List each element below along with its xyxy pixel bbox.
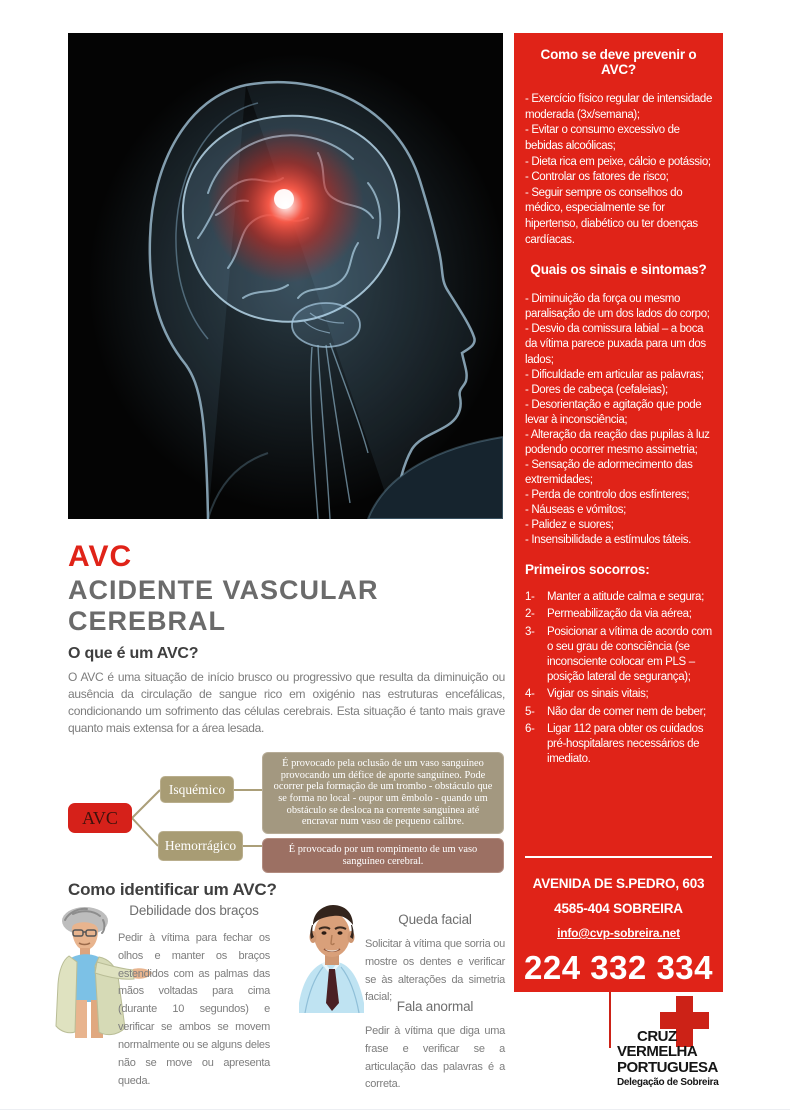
- first-aid-text: Vigiar os sinais vitais;: [547, 688, 649, 701]
- first-aid-number: 6-: [525, 722, 535, 735]
- prevention-item: - Seguir sempre os conselhos do médico, especialmente se for hipertenso, diabético ou ter doenças cardíacas.: [525, 186, 698, 246]
- diagram-node-ischemic: Isquémico: [160, 776, 234, 803]
- symptom-item: - Dores de cabeça (cefaleias);: [525, 383, 668, 396]
- prevention-heading: Como se deve prevenir o AVC?: [540, 47, 697, 77]
- first-aid-number: 2-: [525, 608, 535, 621]
- first-aid-number: 4-: [525, 688, 535, 701]
- symptoms-list: [525, 292, 712, 548]
- phone-number: 224 332 334: [523, 949, 713, 986]
- first-aid-item: [525, 722, 712, 768]
- symptom-item: - Diminuição da força ou mesmo paralisação de um dos lados do corpo;: [525, 293, 710, 321]
- symptom-item: - Alteração da reação das pupilas à luz podendo ocorrer mesmo assimetria;: [525, 428, 710, 456]
- contact-block: [514, 856, 723, 992]
- first-aid-text: Permeabilização da via aérea;: [547, 608, 692, 621]
- identify-item-text: Pedir à vítima que diga uma frase e verificar se a articulação das palavras é a correta.: [365, 1025, 505, 1091]
- first-aid-number: 5-: [525, 705, 535, 718]
- prevention-item: - Evitar o consumo excessivo de bebidas alcoólicas;: [525, 124, 680, 152]
- identify-heading: Como identificar um AVC?: [68, 880, 277, 899]
- first-aid-text: Posicionar a vítima de acordo com o seu grau de consciência (se inconsciente colocar em PLS – posição lateral de segurança);: [547, 625, 712, 684]
- symptom-item: - Náuseas e vómitos;: [525, 504, 627, 517]
- symptom-item: - Desvio da comissura labial – a boca da vítima parece puxada para um dos lados;: [525, 323, 706, 366]
- diagram-root-node: AVC: [68, 803, 132, 833]
- logo-vertical-line: [609, 992, 611, 1048]
- symptom-item: - Perda de controlo dos esfínteres;: [525, 489, 690, 502]
- sidebar-panel: [514, 33, 723, 992]
- logo-subtitle: Delegação de Sobreira: [617, 1076, 719, 1088]
- first-aid-heading: Primeiros socorros:: [525, 562, 650, 578]
- first-aid-item: [525, 687, 712, 702]
- logo-line-3: PORTUGUESA: [617, 1058, 718, 1076]
- prevention-list: [525, 92, 712, 248]
- what-is-paragraph: O AVC é uma situação de início brusco ou progressivo que resulta da diminuição ou ausência da circulação de sangue rico em oxigénio nas estruturas encefálicas, condicionando um sofrimento das células cerebrais. Esta situação é tanto mais grave quanto mais extensa for a área lesada.: [68, 670, 505, 736]
- first-aid-number: 1-: [525, 591, 535, 604]
- symptom-item: - Insensibilidade a estímulos táteis.: [525, 534, 692, 547]
- first-aid-item: [525, 590, 712, 605]
- identify-item-text: Solicitar à vítima que sorria ou mostre os dentes e verificar se às alterações da simetria facial;: [365, 938, 505, 1004]
- divider-line: [525, 856, 712, 858]
- identify-item-title: Fala anormal: [396, 999, 474, 1014]
- symptom-item: - Dificuldade em articular as palavras;: [525, 368, 704, 381]
- symptoms-heading: Quais os sinais e sintomas?: [530, 262, 707, 278]
- identify-item-text: Pedir à vítima para fechar os olhos e manter os braços estendidos com as palmas das mãos voltadas para cima (durante 10 segundos) e verificar se ambos se movem normalmente ou se alguns deles não se move ou apresenta queda.: [118, 932, 270, 1087]
- identify-item-title: Debilidade dos braços: [129, 903, 259, 918]
- first-aid-text: Não dar de comer nem de beber;: [547, 705, 706, 718]
- identify-item-title: Queda facial: [398, 912, 472, 927]
- prevention-item: - Dieta rica em peixe, cálcio e potássio;: [525, 155, 711, 168]
- first-aid-text: Manter a atitude calma e segura;: [547, 591, 704, 604]
- hemorrhagic-description-box: É provocado por um rompimento de um vaso sanguíneo cerebral.: [262, 838, 504, 873]
- first-aid-number: 3-: [525, 625, 535, 638]
- email-link[interactable]: info@cvp-sobreira.net: [557, 926, 680, 940]
- ischemic-description-box: É provocado pela oclusão de um vaso sanguíneo provocando um défice de aporte sanguíneo. Pode ocorrer pela formação de um trombo - obstáculo que se forma no local - oupor um êmbolo - quando um obstáculo se desloca na corrente sanguínea até encravar num vaso de pequeno calibre.: [262, 752, 504, 834]
- first-aid-item: [525, 705, 712, 720]
- cruz-vermelha-logo-text: [617, 1029, 727, 1088]
- title-line-3: CEREBRAL: [68, 605, 227, 636]
- first-aid-text: Ligar 112 para obter os cuidados pré-hospitalares necessários de imediato.: [547, 722, 704, 766]
- title-line-2: ACIDENTE VASCULAR: [68, 574, 379, 605]
- address-line-2: 4585-404 SOBREIRA: [554, 901, 683, 917]
- stroke-types-diagram: [68, 748, 505, 878]
- title-acronym: AVC: [68, 540, 133, 573]
- logo-line-1: CRUZ: [637, 1028, 677, 1045]
- what-is-heading: O que é um AVC?: [68, 645, 199, 662]
- prevention-item: - Exercício físico regular de intensidade moderada (3x/semana);: [525, 93, 713, 121]
- symptom-item: - Sensação de adormecimento das extremidades;: [525, 458, 693, 486]
- brain-scan-image: [68, 33, 503, 519]
- first-aid-item: [525, 607, 712, 622]
- diagram-node-hemorrhagic: Hemorrágico: [158, 831, 243, 861]
- prevention-item: - Controlar os fatores de risco;: [525, 171, 669, 184]
- brain-xray-illustration: [68, 33, 503, 519]
- symptom-item: - Palidez e suores;: [525, 519, 614, 532]
- page-bottom-rule: [0, 1109, 790, 1110]
- symptom-item: - Desorientação e agitação que pode levar à inconsciência;: [525, 398, 702, 426]
- logo-line-2: VERMELHA: [617, 1043, 698, 1061]
- page-title: [68, 540, 379, 637]
- address-line-1: AVENIDA DE S.PEDRO, 603: [532, 875, 705, 891]
- first-aid-list: [525, 590, 712, 767]
- man-face-illustration: [297, 903, 367, 1018]
- first-aid-item: [525, 625, 712, 686]
